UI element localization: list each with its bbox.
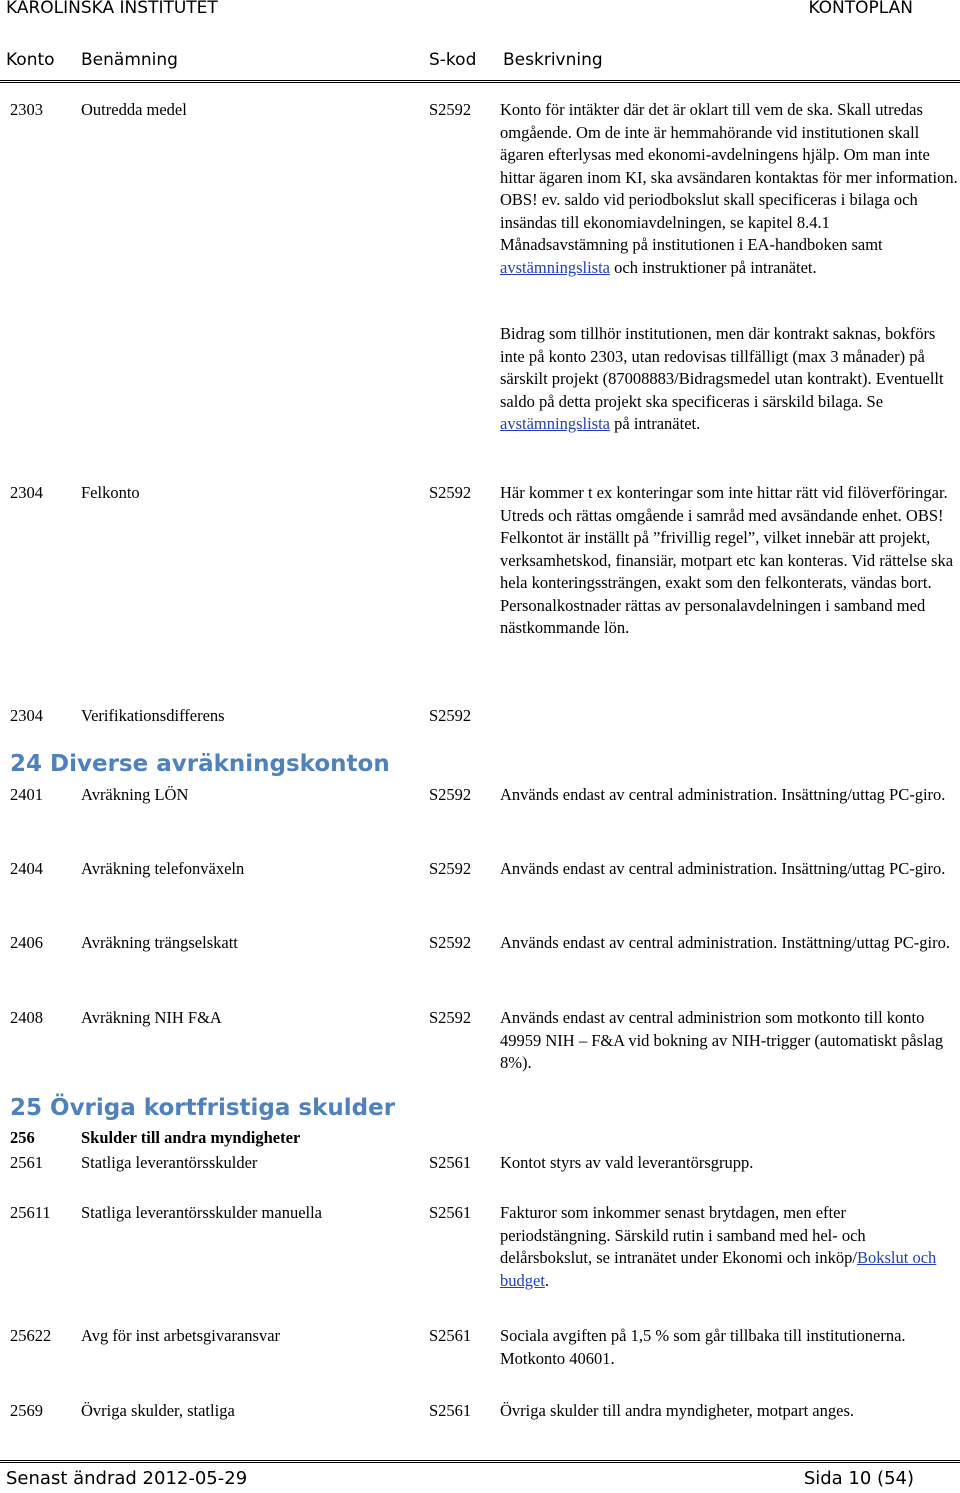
bokslut-och-budget-link[interactable]: Bokslut och budget bbox=[500, 1248, 937, 1290]
row-skod: S2561 bbox=[429, 1326, 472, 1345]
desc-text: Personalkostnader rättas av personalavdelningen i samband med nästkommande lön. bbox=[500, 595, 926, 637]
desc-text: Konto för intäkter där det är oklart till vem de ska. Skall utredas omgående. Om de inte är hemmahörande vid institutionen skall ägaren efterlysas med ekonomi-avdelningens hjälp. Om man inte hittar ägaren inom KI, ska avsändaren kontaktas för mer information. OBS! ev. saldo vid periodbokslut skall specificeras i bilaga och insändas till ekonomiavdelningen, se kapitel 8.4.1 Månadsavstämning på institutionen i EA-handboken samt bbox=[500, 100, 958, 254]
row-konto: 25622 bbox=[10, 1326, 52, 1345]
row-skod: S2592 bbox=[429, 859, 472, 878]
col-header-benamning: Benämning bbox=[81, 50, 178, 70]
desc-text: Här kommer t ex konteringar som inte hittar rätt vid filöverföringar. Utreds och rättas omgående i samråd med avsändande enhet. OBS! Felkontot är inställt på ”frivillig regel”, vilket innebär att projekt, verksamhetskod, finansiär, motpart etc kan konteras. Vid rättelse ska hela konteringssträngen, exakt som den felkonterats, vändas bort. bbox=[500, 483, 954, 592]
row-konto: 2408 bbox=[10, 1008, 43, 1027]
row-description: Övriga skulder till andra myndigheter, motpart anges. bbox=[500, 1401, 854, 1420]
row-skod: S2592 bbox=[429, 933, 472, 952]
row-benamning: Avräkning NIH F&A bbox=[81, 1008, 222, 1027]
subheading-konto: 256 bbox=[10, 1128, 35, 1147]
row-skod: S2592 bbox=[429, 483, 472, 502]
footer-page-number: Sida 10 (54) bbox=[803, 1468, 914, 1489]
row-description: Används endast av central administration. Insättning/uttag PC-giro. bbox=[500, 859, 946, 878]
row-konto: 2303 bbox=[10, 100, 43, 119]
row-description bbox=[500, 99, 960, 279]
row-skod: S2561 bbox=[429, 1203, 472, 1222]
row-skod: S2592 bbox=[429, 1008, 472, 1027]
footer-last-modified: Senast ändrad 2012-05-29 bbox=[6, 1468, 248, 1489]
row-description bbox=[500, 323, 960, 436]
row-konto: 25611 bbox=[10, 1203, 51, 1222]
row-benamning: Övriga skulder, statliga bbox=[81, 1401, 235, 1420]
desc-text: Bidrag som tillhör institutionen, men där kontrakt saknas, bokförs inte på konto 2303, utan redovisas tillfälligt (max 3 månader) på särskilt projekt (87008883/Bidragsmedel utan kontrakt). Eventuellt saldo på detta projekt ska specificeras i särskild bilaga. Se bbox=[500, 324, 944, 411]
row-skod: S2561 bbox=[429, 1401, 472, 1420]
avstamningslista-link[interactable]: avstämningslista bbox=[500, 257, 610, 277]
row-description: Används endast av central administration. Instättning/uttag PC-giro. bbox=[500, 933, 950, 952]
desc-text: och instruktioner på intranätet. bbox=[610, 257, 817, 277]
row-skod: S2592 bbox=[429, 785, 472, 804]
avstamningslista-link[interactable]: avstämningslista bbox=[500, 414, 610, 433]
footer-rule bbox=[0, 1460, 960, 1463]
row-benamning: Avg för inst arbetsgivaransvar bbox=[81, 1326, 281, 1345]
row-benamning: Statliga leverantörsskulder manuella bbox=[81, 1203, 323, 1222]
row-benamning: Felkonto bbox=[81, 483, 140, 502]
row-description: Kontot styrs av vald leverantörsgrupp. bbox=[500, 1153, 754, 1172]
row-benamning: Statliga leverantörsskulder bbox=[81, 1153, 258, 1172]
row-benamning: Outredda medel bbox=[81, 100, 187, 119]
col-header-skod: S-kod bbox=[429, 50, 477, 70]
row-description: Används endast av central administration. Insättning/uttag PC-giro. bbox=[500, 785, 946, 804]
row-konto: 2304 bbox=[10, 706, 43, 725]
header-institution: KAROLINSKA INSTITUTET bbox=[6, 0, 218, 18]
row-konto: 2404 bbox=[10, 859, 43, 878]
row-description: Sociala avgiften på 1,5 % som går tillbaka till institutionerna. Motkonto 40601. bbox=[500, 1326, 906, 1368]
row-benamning: Avräkning LÖN bbox=[81, 785, 189, 804]
row-description bbox=[500, 1202, 960, 1292]
row-konto: 2569 bbox=[10, 1401, 43, 1420]
row-benamning: Avräkning telefonväxeln bbox=[81, 859, 245, 878]
row-konto: 2304 bbox=[10, 483, 43, 502]
row-konto: 2406 bbox=[10, 933, 43, 952]
desc-text: . bbox=[544, 1270, 550, 1290]
row-benamning: Avräkning trängselskatt bbox=[81, 933, 238, 952]
row-skod: S2592 bbox=[429, 100, 472, 119]
row-benamning: Verifikationsdifferens bbox=[81, 706, 225, 725]
desc-text: på intranätet. bbox=[610, 414, 701, 433]
row-konto: 2401 bbox=[10, 785, 43, 804]
col-header-beskrivning: Beskrivning bbox=[503, 50, 603, 70]
row-description bbox=[500, 482, 960, 640]
col-header-konto: Konto bbox=[6, 50, 55, 70]
header-rule bbox=[0, 80, 960, 83]
section-heading-25: 25 Övriga kortfristiga skulder bbox=[10, 1095, 396, 1121]
subheading-label: Skulder till andra myndigheter bbox=[81, 1128, 301, 1147]
row-skod: S2592 bbox=[429, 706, 472, 725]
row-konto: 2561 bbox=[10, 1153, 43, 1172]
row-description: Används endast av central administrion som motkonto till konto 49959 NIH – F&A vid bokning av NIH-trigger (automatiskt påslag 8%). bbox=[500, 1008, 944, 1072]
row-skod: S2561 bbox=[429, 1153, 472, 1172]
header-doc-title: KONTOPLAN bbox=[808, 0, 913, 18]
section-heading-24: 24 Diverse avräkningskonton bbox=[10, 751, 390, 777]
desc-text: Fakturor som inkommer senast brytdagen, men efter periodstängning. Särskild rutin i samband med hel- och delårsbokslut, se intranätet under Ekonomi och inköp/ bbox=[500, 1203, 866, 1267]
